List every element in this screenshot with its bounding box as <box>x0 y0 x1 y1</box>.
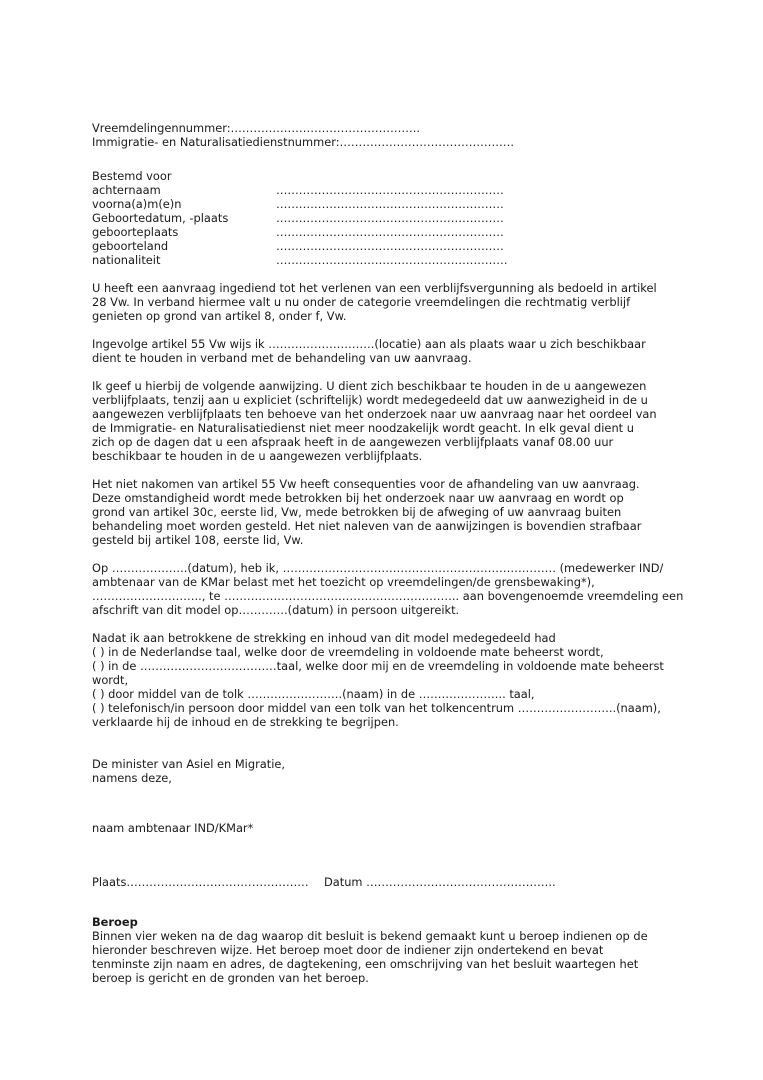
field-dots: …………………………………………………… <box>276 225 504 239</box>
paragraph-uitreiking <box>92 561 692 617</box>
paragraph-aanwijzing <box>92 379 692 463</box>
namens-line: namens deze, <box>92 771 172 785</box>
text-line: afschrift van dit model op………….(datum) in persoon uitgereikt. <box>92 603 460 617</box>
field-dots: …………………………………………………… <box>276 239 504 253</box>
field-row-geboorteland <box>92 239 692 253</box>
field-label: Geboortedatum, -plaats <box>92 211 229 225</box>
beroep-heading: Beroep <box>92 915 138 929</box>
text-line: gesteld bij artikel 108, eerste lid, Vw. <box>92 533 304 547</box>
text-line: aangewezen verblijfplaats ten behoeve van het onderzoek naar uw aanvraag naar het oordeel van <box>92 407 657 421</box>
text-line: grond van artikel 30c, eerste lid, Vw, mede betrokken bij de afweging of uw aanvraag buiten <box>92 505 622 519</box>
field-dots: …………………………………………………… <box>276 211 504 225</box>
text-line: verblijfplaats, tenzij aan u expliciet (schriftelijk) wordt medegedeeld dat uw aanwezigheid in de u <box>92 393 648 407</box>
text-line: Op ………………..(datum), heb ik, ……………………………………………………………… (medewerker IND/ <box>92 561 664 575</box>
text-line: ( ) in de Nederlandse taal, welke door de vreemdeling in voldoende mate beheerst wordt, <box>92 645 604 659</box>
text-line: behandeling moet worden gesteld. Het niet naleven van de aanwijzingen is bovendien strafbaar <box>92 519 642 533</box>
field-row-geboortedatum <box>92 211 692 225</box>
field-label: geboorteland <box>92 239 169 253</box>
field-label: voorna(a)m(e)n <box>92 197 182 211</box>
text-line: de Immigratie- en Naturalisatiedienst niet meer noodzakelijk wordt geacht. In elk geval dient u <box>92 421 634 435</box>
text-line: Ik geef u hierbij de volgende aanwijzing. U dient zich beschikbaar te houden in de u aangewezen <box>92 379 647 393</box>
text-line: genieten op grond van artikel 8, onder f, Vw. <box>92 309 347 323</box>
text-line: ( ) door middel van de tolk …………………….(naam) in de ………………….. taal, <box>92 687 535 701</box>
text-line: Het niet nakomen van artikel 55 Vw heeft consequenties voor de afhandeling van uw aanvraag. <box>92 477 640 491</box>
text-line: Nadat ik aan betrokkene de strekking en inhoud van dit model medegedeeld had <box>92 631 556 645</box>
paragraph-artikel-55 <box>92 337 692 365</box>
text-line: beschikbaar te houden in de u aangewezen verblijfplaats. <box>92 449 423 463</box>
text-line: ( ) in de ………………………………taal, welke door mij en de vreemdeling in voldoende mate beheerst <box>92 659 664 673</box>
text-line: verklaarde hij de inhoud en de strekking te begrijpen. <box>92 715 399 729</box>
text-line: beroep is gericht en de gronden van het beroep. <box>92 971 369 985</box>
text-line: U heeft een aanvraag ingediend tot het verlenen van een verblijfsvergunning als bedoeld in artikel <box>92 281 657 295</box>
field-label: nationaliteit <box>92 253 161 267</box>
field-label: geboorteplaats <box>92 225 179 239</box>
text-line: ( ) telefonisch/in persoon door middel van een tolk van het tolkencentrum ……………………..(naam), <box>92 701 661 715</box>
paragraph-beroep <box>92 929 692 985</box>
vreemdelingennummer-line: Vreemdelingennummer:………………………………………….. <box>92 121 421 135</box>
document-page <box>92 121 692 985</box>
field-dots: …………………………………………………… <box>276 183 504 197</box>
field-row-achternaam <box>92 183 692 197</box>
paragraph-consequenties <box>92 477 692 547</box>
ind-nummer-line: Immigratie- en Naturalisatiedienstnummer:………………………………………. <box>92 135 515 149</box>
field-dots: ……………………………………………………. <box>276 253 508 267</box>
text-line: ambtenaar van de KMar belast met het toezicht op vreemdelingen/de grensbewaking*), <box>92 575 595 589</box>
text-line: Ingevolge artikel 55 Vw wijs ik ……………………….(locatie) aan als plaats waar u zich beschikbaar <box>92 337 646 351</box>
plaats-datum-row <box>92 875 692 889</box>
field-row-voornamen <box>92 197 692 211</box>
text-line: dient te houden in verband met de behandeling van uw aanvraag. <box>92 351 472 365</box>
ambtenaar-line: naam ambtenaar IND/KMar* <box>92 821 254 835</box>
text-line: wordt, <box>92 673 129 687</box>
minister-line: De minister van Asiel en Migratie, <box>92 757 285 771</box>
text-line: ……………………….., te …………………………………………………….. aan bovengenoemde vreemdeling een <box>92 589 684 603</box>
field-dots: …………………………………………………… <box>276 197 504 211</box>
text-line: hieronder beschreven wijze. Het beroep moet door de indiener zijn ondertekend en bevat <box>92 943 604 957</box>
datum-field: Datum ………………………………………….. <box>324 875 556 889</box>
plaats-field: Plaats………………………………………… <box>92 875 309 889</box>
field-row-nationaliteit <box>92 253 692 267</box>
text-line: zich op de dagen dat u een afspraak heeft in de aangewezen verblijfplaats vanaf 08.00 uur <box>92 435 614 449</box>
paragraph-taal <box>92 631 692 729</box>
field-row-geboorteplaats <box>92 225 692 239</box>
field-label: achternaam <box>92 183 161 197</box>
paragraph-aanvraag <box>92 281 692 323</box>
bestemd-title: Bestemd voor <box>92 169 172 183</box>
text-line: Binnen vier weken na de dag waarop dit besluit is bekend gemaakt kunt u beroep indienen op de <box>92 929 648 943</box>
text-line: tenminste zijn naam en adres, de dagtekening, een omschrijving van het besluit waartegen het <box>92 957 639 971</box>
text-line: 28 Vw. In verband hiermee valt u nu onder de categorie vreemdelingen die rechtmatig verblijf <box>92 295 631 309</box>
text-line: Deze omstandigheid wordt mede betrokken bij het onderzoek naar uw aanvraag en wordt op <box>92 491 624 505</box>
